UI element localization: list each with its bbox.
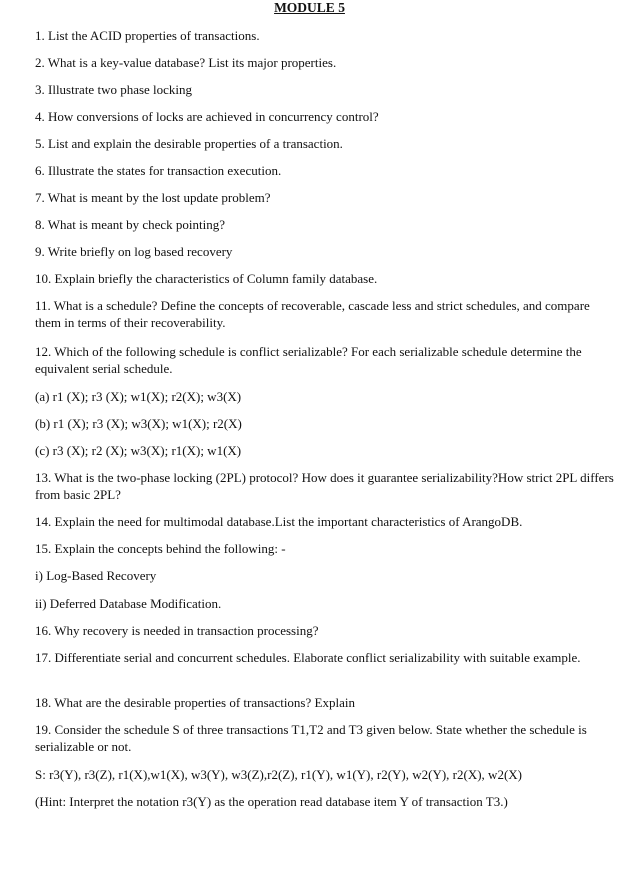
schedule-a: (a) r1 (X); r3 (X); w1(X); r2(X); w3(X) <box>35 389 242 404</box>
question-15-part-i: i) Log-Based Recovery <box>35 568 157 583</box>
schedule-c: (c) r3 (X); r2 (X); w3(X); r1(X); w1(X) <box>35 443 242 458</box>
question-18: 18. What are the desirable properties of transactions? Explain <box>35 695 355 710</box>
hint-note: (Hint: Interpret the notation r3(Y) as the operation read database item Y of transaction T3.) <box>35 794 508 809</box>
question-12: 12. Which of the following schedule is conflict serializable? For each serializable schedule determine the equivalent serial schedule. <box>35 344 582 376</box>
question-2: 2. What is a key-value database? List its major properties. <box>35 55 337 70</box>
question-15: 15. Explain the concepts behind the following: - <box>35 541 286 556</box>
question-19: 19. Consider the schedule S of three transactions T1,T2 and T3 given below. State whether the schedule is serializable or not. <box>35 722 587 754</box>
question-8: 8. What is meant by check pointing? <box>35 217 226 232</box>
question-10: 10. Explain briefly the characteristics of Column family database. <box>35 271 378 286</box>
question-6: 6. Illustrate the states for transaction execution. <box>35 163 282 178</box>
question-1: 1. List the ACID properties of transactions. <box>35 28 260 43</box>
question-11: 11. What is a schedule? Define the concepts of recoverable, cascade less and strict schedules, and compare them in terms of their recoverability. <box>35 298 590 330</box>
question-9: 9. Write briefly on log based recovery <box>35 244 233 259</box>
question-14: 14. Explain the need for multimodal database.List the important characteristics of ArangoDB. <box>35 514 523 529</box>
schedule-s: S: r3(Y), r3(Z), r1(X),w1(X), w3(Y), w3(Z),r2(Z), r1(Y), w1(Y), r2(Y), w2(Y), r2(X), w2(X) <box>35 767 522 782</box>
question-7: 7. What is meant by the lost update problem? <box>35 190 271 205</box>
question-5: 5. List and explain the desirable properties of a transaction. <box>35 136 343 151</box>
schedule-b: (b) r1 (X); r3 (X); w3(X); w1(X); r2(X) <box>35 416 242 431</box>
question-15-part-ii: ii) Deferred Database Modification. <box>35 596 222 611</box>
question-13: 13. What is the two-phase locking (2PL) protocol? How does it guarantee serializability?How strict 2PL differs from basic 2PL? <box>35 470 614 502</box>
question-4: 4. How conversions of locks are achieved in concurrency control? <box>35 109 379 124</box>
page-title: MODULE 5 <box>274 0 345 15</box>
question-17: 17. Differentiate serial and concurrent schedules. Elaborate conflict serializability with suitable example. <box>35 650 581 665</box>
question-16: 16. Why recovery is needed in transaction processing? <box>35 623 319 638</box>
question-3: 3. Illustrate two phase locking <box>35 82 193 97</box>
